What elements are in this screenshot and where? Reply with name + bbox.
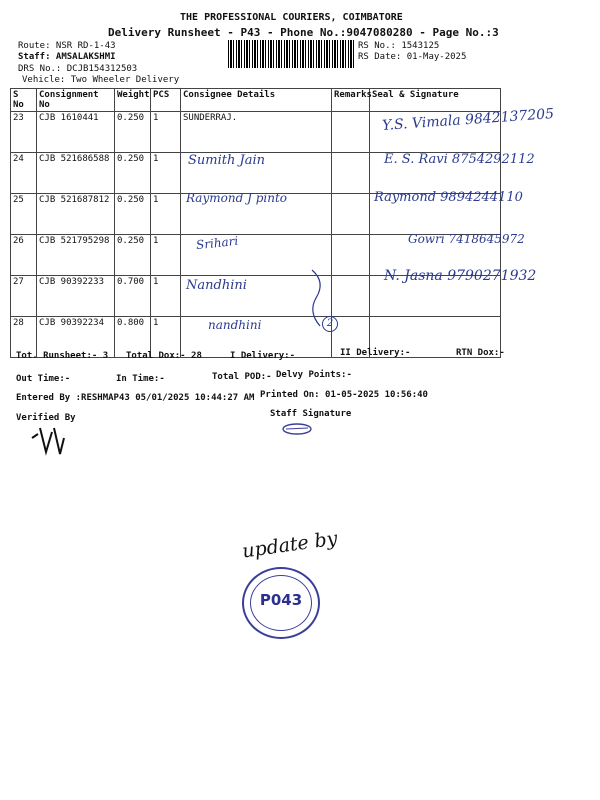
pcs-cell: 1 <box>151 317 181 358</box>
weight-cell: 0.250 <box>115 194 151 235</box>
sno-cell: 23 <box>11 112 37 153</box>
weight-cell: 0.250 <box>115 235 151 276</box>
consignment-cell: CJB 521686588 <box>37 153 115 194</box>
handwritten-signature: N. Jasna 9790271932 <box>384 268 537 284</box>
table-header-row <box>11 89 501 112</box>
staff-signature-label: Staff Signature <box>270 409 352 419</box>
weight-cell: 0.250 <box>115 112 151 153</box>
in-time: In Time:- <box>116 374 165 384</box>
rtn-dox: RTN Dox:- <box>456 348 505 358</box>
handwritten-consignee: nandhini <box>208 318 262 332</box>
company-name: THE PROFESSIONAL COURIERS, COIMBATORE <box>180 12 403 23</box>
col-header-consignee: Consignee Details <box>181 89 332 112</box>
stamp-text: P043 <box>259 591 303 609</box>
handwritten-circled-mark: 2 <box>322 316 338 332</box>
handwritten-consignee: Nandhini <box>186 278 247 293</box>
weight-cell: 0.700 <box>115 276 151 317</box>
printed-on: Printed On: 01-05-2025 10:56:40 <box>260 390 428 400</box>
verifier-signature-scribble <box>30 424 80 458</box>
staff-signature-scribble <box>280 420 316 438</box>
handwritten-signature: Gowri 7418645972 <box>408 232 525 246</box>
handwritten-signature: Raymond 9894244110 <box>374 190 523 205</box>
total-pod: Total POD:- <box>212 372 272 382</box>
staff-label: Staff: AMSALAKSHMI <box>18 52 116 62</box>
sno-cell: 26 <box>11 235 37 276</box>
handwritten-signature: Y.S. Vimala 9842137205 <box>381 106 555 134</box>
handwritten-update-note: update by <box>240 527 339 563</box>
vehicle-label: Vehicle: Two Wheeler Delivery <box>22 75 180 85</box>
consignee-cell: SUNDERRAJ. <box>181 112 332 153</box>
weight-cell: 0.800 <box>115 317 151 358</box>
drs-label: DRS No.: DCJB154312503 <box>18 64 138 74</box>
entered-by: Entered By :RESHMAP43 05/01/2025 10:44:27 AM <box>16 393 255 403</box>
i-delivery: I Delivery:- <box>230 351 296 361</box>
remarks-cell <box>332 194 370 235</box>
col-header-seal: Seal & Signature <box>370 89 501 112</box>
col-header-weight: Weight <box>115 89 151 112</box>
weight-cell: 0.250 <box>115 153 151 194</box>
pcs-cell: 1 <box>151 112 181 153</box>
pcs-cell: 1 <box>151 153 181 194</box>
pcs-cell: 1 <box>151 276 181 317</box>
sno-cell: 27 <box>11 276 37 317</box>
col-header-remarks: Remarks <box>332 89 370 112</box>
handwritten-consignee: Sumith Jain <box>188 153 265 168</box>
pcs-cell: 1 <box>151 235 181 276</box>
handwritten-signature: E. S. Ravi 8754292112 <box>384 152 535 167</box>
remarks-cell <box>332 153 370 194</box>
remarks-cell <box>332 235 370 276</box>
consignment-cell: CJB 90392234 <box>37 317 115 358</box>
col-header-consignment: Consignment No <box>37 89 115 112</box>
handwritten-consignee: Srihari <box>195 233 239 253</box>
verified-by: Verified By <box>16 413 76 423</box>
ii-delivery: II Delivery:- <box>340 348 411 358</box>
consignment-cell: CJB 90392233 <box>37 276 115 317</box>
remarks-cell <box>332 276 370 317</box>
out-time: Out Time:- <box>16 374 71 384</box>
col-header-pcs: PCS <box>151 89 181 112</box>
col-header-sno: S No <box>11 89 37 112</box>
handwritten-consignee: Raymond J pinto <box>186 191 287 205</box>
sno-cell: 24 <box>11 153 37 194</box>
delvy-points: Delvy Points:- <box>276 370 352 380</box>
total-dox: Total Dox:- 28 <box>126 351 202 361</box>
handwritten-bracket <box>306 268 330 328</box>
consignment-cell: CJB 1610441 <box>37 112 115 153</box>
sno-cell: 28 <box>11 317 37 358</box>
rs-no: RS No.: 1543125 <box>358 41 440 51</box>
rs-date: RS Date: 01-May-2025 <box>358 52 467 62</box>
office-stamp <box>242 567 320 639</box>
sno-cell: 25 <box>11 194 37 235</box>
remarks-cell <box>332 112 370 153</box>
tot-runsheet: Tot. Runsheet:- 3 <box>16 351 109 361</box>
consignment-cell: CJB 521687812 <box>37 194 115 235</box>
consignment-cell: CJB 521795298 <box>37 235 115 276</box>
route-label: Route: NSR RD-1-43 <box>18 41 116 51</box>
pcs-cell: 1 <box>151 194 181 235</box>
runsheet-title: Delivery Runsheet - P43 - Phone No.:9047080280 - Page No.:3 <box>108 26 499 39</box>
barcode <box>228 40 354 68</box>
